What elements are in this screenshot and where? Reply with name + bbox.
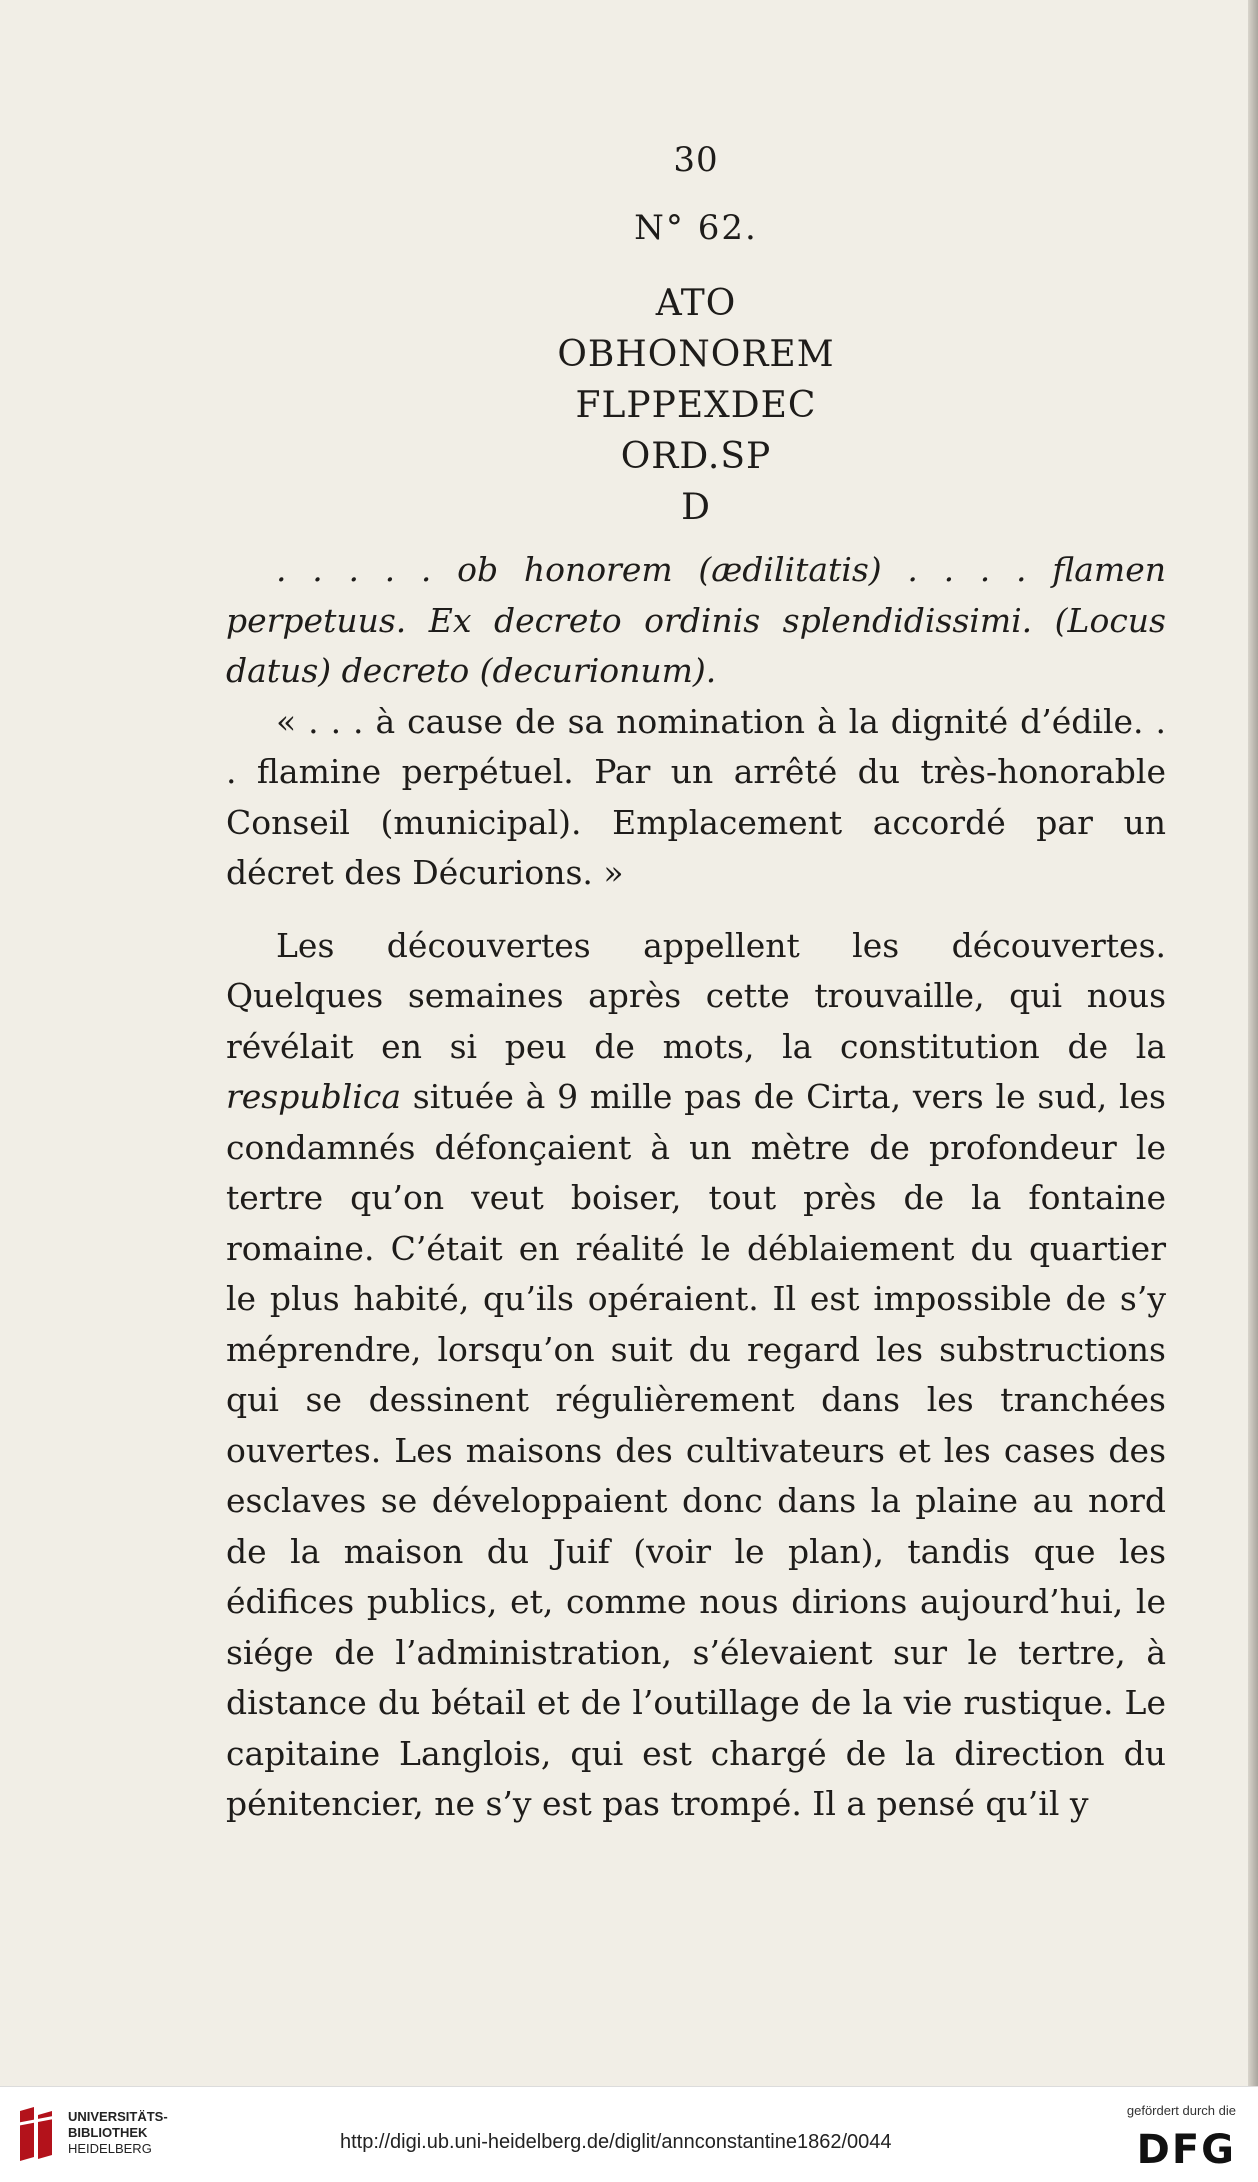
permalink-url[interactable]: http://digi.ub.uni-heidelberg.de/diglit/annconstantine1862/0044	[340, 2131, 892, 2153]
inscription-line: D	[681, 487, 711, 528]
latin-reading: . . . . . ob honorem (ædilitatis) . . . . flamen perpetuus. Ex decreto ordinis splendidissimi. (Locus datus) decreto (decurionum).	[226, 550, 1166, 690]
library-name-line: HEIDELBERG	[68, 2141, 152, 2156]
university-library-logo-icon	[12, 2105, 58, 2163]
dfg-logo: DFG	[1136, 2127, 1236, 2173]
french-translation: « . . . à cause de sa nomination à la dignité d’édile. . . flamine perpétuel. Par un arrêté du très-honorable Conseil (municipal). Emplacement accordé par un décret des Décurions. »	[226, 701, 1166, 892]
library-name-line: BIBLIOTHEK	[68, 2125, 148, 2140]
page-content	[226, 140, 1166, 1830]
inscription-line: ORD.SP	[620, 436, 772, 477]
inscription-text	[226, 278, 1166, 533]
paragraph-text-start: Les découvertes appellent les découvertes. Quelques semaines après cette trouvaille, qui nous révélait en si peu de mots, la constitution de la	[226, 925, 1166, 1066]
library-name	[68, 2109, 168, 2157]
page-number: 30	[673, 140, 719, 180]
inscription-number: N° 62.	[634, 208, 758, 248]
page-edge-shadow	[1248, 0, 1258, 2086]
paragraph-text-end: située à 9 mille pas de Cirta, vers le sud, les condamnés défonçaient à un mètre de profondeur le tertre qu’on veut boiser, tout près de la fontaine romaine. C’était en réalité le déblaiement du quartier le plus habité, qu’ils opéraient. Il est impossible de s’y méprendre, lorsqu’on suit du regard les substructions qui se dessinent régulièrement dans les tranchées ouvertes. Les maisons des cultivateurs et les cases des esclaves se développaient donc dans la plaine au nord de la maison du Juif (voir le plan), tandis que les édifices publics, et, comme nous dirions aujourd’hui, le siége de l’administration, s’élevaient sur le tertre, à distance du bétail et de l’outillage de la vie rustique. Le capitaine Langlois, qui est chargé de la direction du pénitencier, ne s’y est pas trompé. Il a pensé qu’il y	[226, 1077, 1166, 1823]
body-paragraph	[226, 921, 1166, 1830]
viewer-footer	[0, 2086, 1258, 2182]
funder-caption: gefördert durch die	[1126, 2103, 1236, 2118]
inscription-line: ATO	[655, 283, 737, 324]
inscription-line: FLPPEXDEC	[575, 385, 817, 426]
library-name-line: UNIVERSITÄTS-	[68, 2109, 168, 2124]
inscription-line: OBHONOREM	[557, 334, 835, 375]
paragraph-italic-term: respublica	[226, 1077, 402, 1116]
